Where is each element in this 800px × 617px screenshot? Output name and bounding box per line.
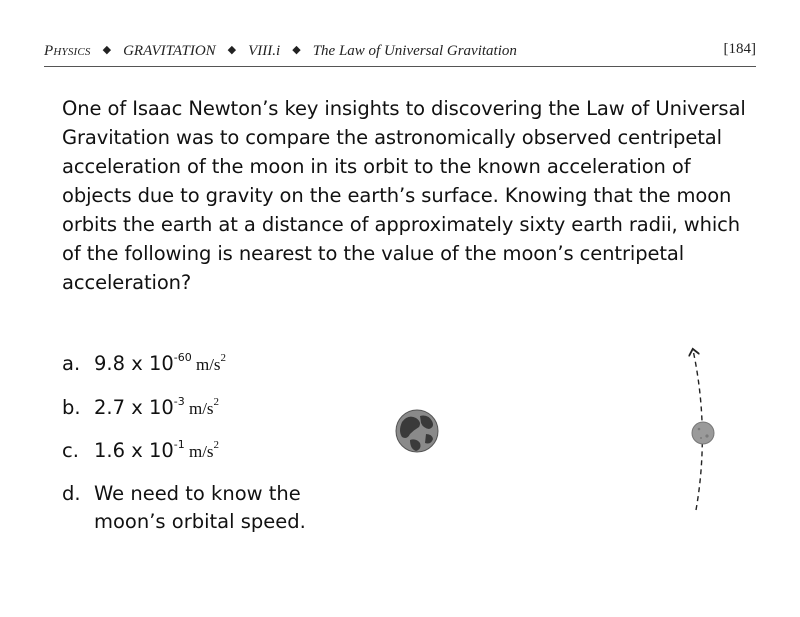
choice-exponent: -1 xyxy=(173,437,185,451)
earth-moon-diagram xyxy=(380,330,740,530)
choice-unit-exponent: 2 xyxy=(213,439,220,452)
choice-d[interactable] xyxy=(62,480,334,536)
choice-unit: m/s xyxy=(188,399,214,418)
choice-c[interactable] xyxy=(62,437,219,466)
moon-icon xyxy=(692,422,714,444)
choice-letter: a. xyxy=(62,352,81,375)
choice-unit-exponent: 2 xyxy=(220,352,227,365)
topic-label: GRAVITATION xyxy=(123,43,216,59)
separator-icon: ◆ xyxy=(227,44,237,56)
choice-b[interactable] xyxy=(62,394,219,423)
earth-icon xyxy=(396,410,438,452)
page-number: [184] xyxy=(723,41,756,57)
choice-exponent: -3 xyxy=(173,394,185,408)
choice-mantissa: 1.6 x 10 xyxy=(94,439,174,462)
question-text: One of Isaac Newton’s key insights to discovering the Law of Universal Gravitation was to compare the astronomically observed centripetal acceleration of the moon in its orbit to the known acceleration of objects due to gravity on the earth’s surface. Knowing that the moon orbits the earth at a distance of approximately sixty earth radii, which of the following is nearest to the value of the moon’s centripetal acceleration? xyxy=(62,97,746,294)
choice-letter: b. xyxy=(62,396,81,419)
breadcrumb xyxy=(44,43,517,60)
choice-unit-exponent: 2 xyxy=(213,396,220,409)
header-divider xyxy=(44,66,756,67)
choice-unit: m/s xyxy=(195,355,221,374)
choice-mantissa: 2.7 x 10 xyxy=(94,396,174,419)
choice-letter: c. xyxy=(62,439,79,462)
page-header xyxy=(44,43,756,65)
choice-exponent: -60 xyxy=(173,350,192,364)
separator-icon: ◆ xyxy=(102,44,112,56)
section-label: VIII.i xyxy=(248,43,281,59)
choice-letter: d. xyxy=(62,482,81,505)
separator-icon: ◆ xyxy=(292,44,301,56)
choice-text: We need to know the moon’s orbital speed. xyxy=(94,482,306,533)
section-title: The Law of Universal Gravitation xyxy=(312,43,517,59)
choice-unit: m/s xyxy=(188,442,214,461)
choice-a[interactable] xyxy=(62,350,226,379)
subject-label: Physics xyxy=(44,43,91,59)
choice-mantissa: 9.8 x 10 xyxy=(94,352,174,375)
